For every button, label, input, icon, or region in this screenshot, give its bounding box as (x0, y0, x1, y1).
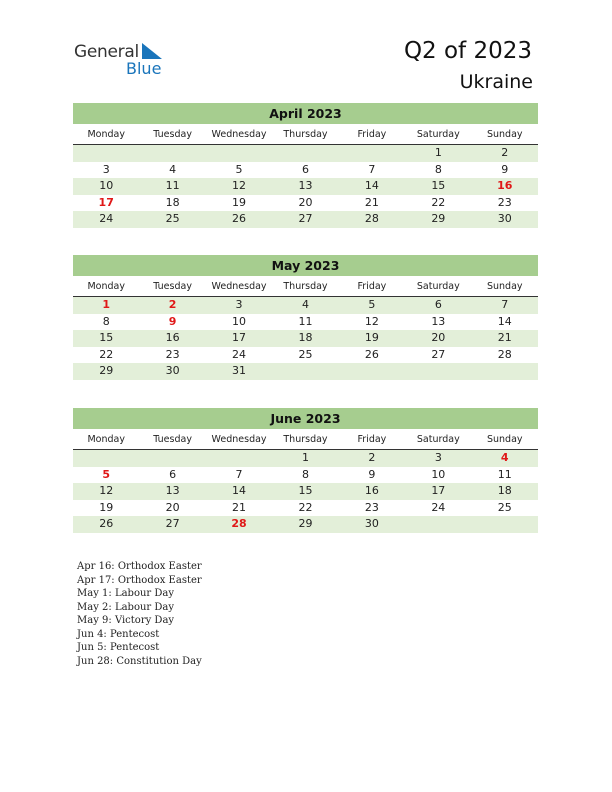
holiday-note: Apr 17: Orthodox Easter (77, 574, 202, 586)
day-cell: 14 (232, 484, 247, 497)
weekday-label: Wednesday (211, 434, 267, 445)
week-row (73, 500, 538, 517)
day-cell: 21 (497, 331, 512, 344)
day-cell: 14 (364, 179, 379, 192)
day-cell: 20 (298, 195, 313, 209)
day-cell (339, 145, 405, 162)
day-cell: 9 (368, 467, 376, 481)
day-cell (405, 516, 471, 533)
day-cell (472, 363, 538, 380)
day-cell: 3 (434, 451, 442, 464)
day-cell: 28 (364, 212, 379, 225)
weekday-label: Saturday (416, 129, 460, 140)
day-cell (139, 450, 205, 467)
day-cell: 11 (165, 179, 180, 192)
weekday-header (73, 431, 538, 450)
page-title: Q2 of 2023 (403, 38, 532, 64)
day-cell: 8 (301, 467, 309, 481)
weekday-label: Saturday (416, 434, 460, 445)
day-cell: 25 (298, 347, 313, 361)
day-cell: 22 (298, 500, 313, 514)
week-row (73, 347, 538, 364)
weekday-label: Monday (87, 129, 125, 140)
day-cell: 8 (434, 162, 442, 176)
day-cell: 3 (235, 298, 243, 311)
day-cell: 12 (232, 179, 247, 192)
weekday-label: Sunday (486, 281, 523, 292)
day-cell: 10 (99, 179, 114, 192)
day-cell: 19 (232, 195, 247, 209)
day-cell (73, 145, 139, 162)
day-cell: 23 (497, 195, 512, 209)
holiday-note: May 1: Labour Day (77, 588, 174, 599)
day-cell: 31 (232, 364, 247, 377)
day-cell: 28 (497, 347, 512, 361)
day-cell: 13 (298, 179, 313, 192)
logo-flag-icon (142, 43, 162, 59)
day-cell: 3 (102, 162, 110, 176)
weekday-label: Friday (357, 281, 387, 292)
day-cell: 10 (232, 314, 247, 328)
day-cell (405, 363, 471, 380)
holiday-list (77, 560, 202, 668)
day-cell: 15 (431, 179, 446, 192)
day-cell: 24 (232, 347, 247, 361)
weekday-label: Thursday (283, 434, 328, 445)
day-cell: 25 (165, 212, 180, 225)
day-cell: 9 (501, 162, 509, 176)
weekday-label: Tuesday (153, 434, 192, 445)
day-cell (272, 145, 338, 162)
day-cell: 27 (165, 517, 180, 530)
week-row (73, 162, 538, 179)
month-april (73, 103, 538, 228)
day-cell: 29 (298, 517, 313, 530)
weekday-label: Thursday (283, 281, 328, 292)
day-cell (272, 363, 338, 380)
day-cell: 16 (364, 484, 379, 497)
day-cell: 26 (99, 517, 114, 530)
day-cell (472, 516, 538, 533)
day-cell: 6 (434, 298, 442, 311)
logo (74, 40, 174, 80)
weekday-label: Tuesday (153, 129, 192, 140)
month-june (73, 408, 538, 533)
day-cell: 20 (431, 331, 446, 344)
day-cell: 14 (497, 314, 512, 328)
day-cell: 29 (99, 364, 114, 377)
day-cell: 12 (99, 484, 114, 497)
day-cell: 20 (165, 500, 180, 514)
day-cell (206, 145, 272, 162)
day-cell: 22 (431, 195, 446, 209)
day-cell: 18 (298, 331, 313, 344)
day-cell: 23 (364, 500, 379, 514)
day-cell: 26 (232, 212, 247, 225)
day-cell: 16 (165, 331, 180, 344)
day-cell: 30 (165, 364, 180, 377)
day-cell: 15 (99, 331, 114, 344)
day-cell: 21 (364, 195, 379, 209)
day-cell: 11 (497, 467, 512, 481)
day-cell: 7 (368, 162, 376, 176)
weekday-label: Wednesday (211, 129, 267, 140)
day-cell: 8 (102, 314, 110, 328)
day-cell: 19 (364, 331, 379, 344)
day-cell: 6 (301, 162, 309, 176)
day-cell: 27 (298, 212, 313, 225)
day-cell: 7 (235, 467, 243, 481)
day-cell: 4 (169, 162, 177, 176)
day-cell (139, 145, 205, 162)
day-cell: 2 (368, 451, 376, 464)
holiday-day-cell: 2 (168, 298, 177, 311)
weekday-label: Monday (87, 281, 125, 292)
day-cell: 2 (501, 146, 509, 159)
holiday-day-cell: 17 (98, 195, 114, 209)
weekday-label: Saturday (416, 281, 460, 292)
weekday-label: Wednesday (211, 281, 267, 292)
day-cell: 21 (232, 500, 247, 514)
week-row (73, 363, 538, 380)
week-row (73, 195, 538, 212)
week-row (73, 516, 538, 533)
day-cell: 22 (99, 347, 114, 361)
day-cell: 17 (431, 484, 446, 497)
holiday-note: Jun 28: Constitution Day (77, 655, 202, 667)
day-cell (339, 363, 405, 380)
day-cell: 27 (431, 347, 446, 361)
month-may (73, 255, 538, 380)
holiday-note: Jun 4: Pentecost (77, 628, 160, 640)
week-row (73, 297, 538, 314)
day-cell: 17 (232, 331, 247, 344)
week-row (73, 145, 538, 162)
day-cell: 6 (169, 467, 177, 481)
weekday-label: Sunday (486, 434, 523, 445)
day-cell: 18 (497, 484, 512, 497)
day-cell (73, 450, 139, 467)
holiday-note: Apr 16: Orthodox Easter (77, 561, 202, 572)
weekday-label: Tuesday (153, 281, 192, 292)
day-cell: 13 (431, 314, 446, 328)
day-cell: 13 (165, 484, 180, 497)
weekday-label: Friday (357, 129, 387, 140)
logo-general-text: General (74, 42, 139, 62)
holiday-day-cell: 16 (497, 179, 513, 192)
day-cell: 29 (431, 212, 446, 225)
day-cell: 1 (301, 451, 309, 464)
holiday-day-cell: 4 (500, 451, 509, 464)
day-cell: 19 (99, 500, 114, 514)
logo-blue-text: Blue (126, 59, 162, 78)
week-row (73, 330, 538, 347)
weekday-label: Friday (357, 434, 387, 445)
day-cell: 10 (431, 467, 446, 481)
day-cell: 5 (368, 298, 376, 311)
holiday-note: Jun 5: Pentecost (77, 642, 160, 653)
weekday-label: Thursday (283, 129, 328, 140)
week-row (73, 211, 538, 228)
weekday-header (73, 278, 538, 297)
day-cell: 26 (364, 347, 379, 361)
weekday-header (73, 126, 538, 145)
holiday-day-cell: 1 (102, 298, 111, 311)
week-row (73, 483, 538, 500)
month-title: June 2023 (73, 408, 538, 429)
country-name: Ukraine (459, 71, 533, 93)
day-cell: 23 (165, 347, 180, 361)
holiday-day-cell: 9 (168, 314, 177, 328)
month-title: April 2023 (73, 103, 538, 124)
holiday-note: May 9: Victory Day (77, 615, 175, 626)
day-cell: 30 (497, 212, 512, 225)
weekday-label: Sunday (486, 129, 523, 140)
day-cell: 15 (298, 484, 313, 497)
day-cell: 24 (431, 500, 446, 514)
holiday-day-cell: 5 (102, 467, 111, 481)
week-row (73, 467, 538, 484)
day-cell: 18 (165, 195, 180, 209)
month-title: May 2023 (73, 255, 538, 276)
day-cell: 24 (99, 212, 114, 225)
day-cell: 5 (235, 162, 243, 176)
day-cell: 1 (434, 146, 442, 159)
week-row (73, 178, 538, 195)
holiday-day-cell: 28 (231, 517, 247, 530)
day-cell: 30 (364, 517, 379, 530)
day-cell: 12 (364, 314, 379, 328)
day-cell: 25 (497, 500, 512, 514)
weekday-label: Monday (87, 434, 125, 445)
day-cell (206, 450, 272, 467)
day-cell: 7 (501, 298, 509, 311)
week-row (73, 314, 538, 331)
holiday-note: May 2: Labour Day (77, 601, 174, 613)
day-cell: 4 (301, 298, 309, 311)
day-cell: 11 (298, 314, 313, 328)
week-row (73, 450, 538, 467)
